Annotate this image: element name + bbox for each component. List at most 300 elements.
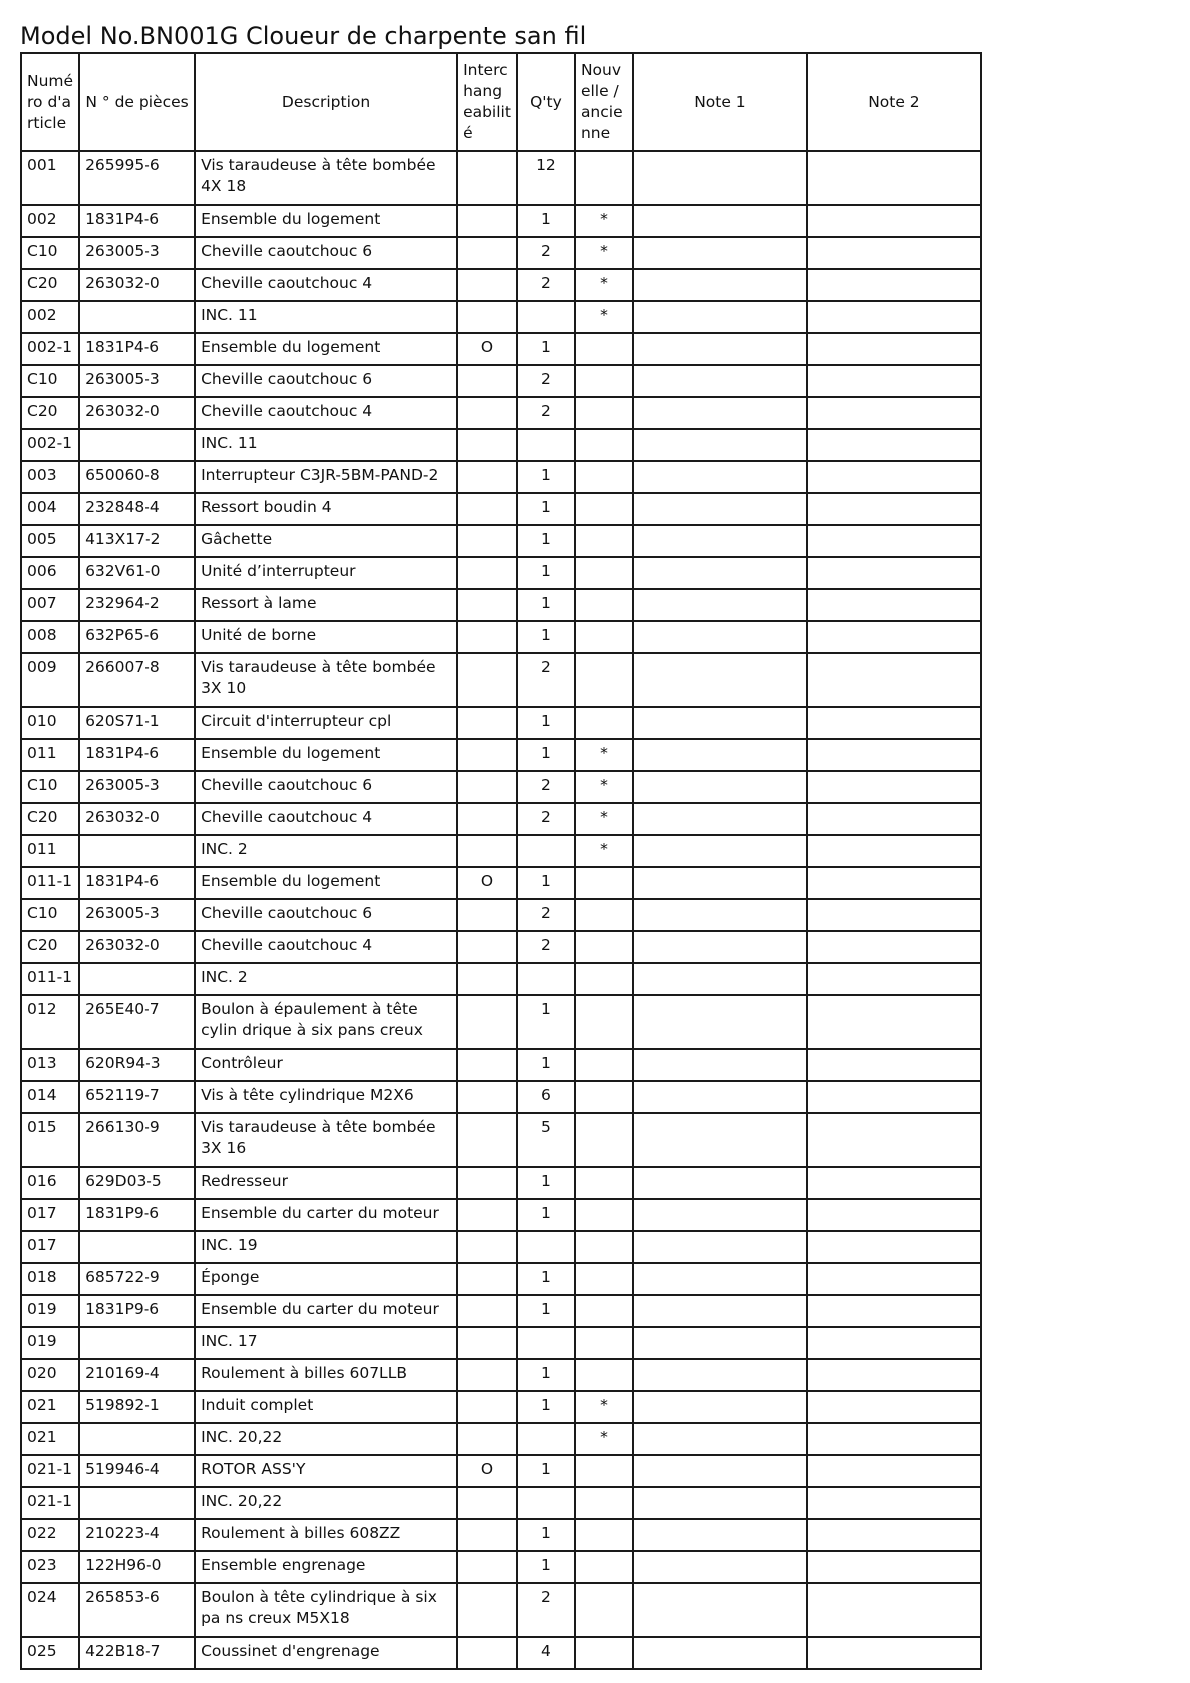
cell-quantity: 1 — [517, 557, 575, 589]
cell-note-1 — [633, 621, 807, 653]
cell-note-1 — [633, 589, 807, 621]
cell-part-number: 263005-3 — [79, 365, 195, 397]
cell-item-number: 006 — [21, 557, 79, 589]
cell-description: Vis à tête cylindrique M2X6 — [195, 1081, 457, 1113]
cell-quantity — [517, 1487, 575, 1519]
cell-interchangeability — [457, 1263, 517, 1295]
table-row — [21, 899, 981, 931]
cell-note-2 — [807, 237, 981, 269]
cell-interchangeability — [457, 1327, 517, 1359]
cell-item-number: 021 — [21, 1423, 79, 1455]
cell-item-number: 021-1 — [21, 1487, 79, 1519]
cell-description: INC. 2 — [195, 963, 457, 995]
cell-description: Ensemble du carter du moteur — [195, 1199, 457, 1231]
cell-note-1 — [633, 1391, 807, 1423]
col-header-note1: Note 1 — [633, 53, 807, 151]
cell-note-2 — [807, 1455, 981, 1487]
cell-interchangeability — [457, 1637, 517, 1669]
cell-interchangeability — [457, 493, 517, 525]
cell-part-number: 1831P9-6 — [79, 1295, 195, 1327]
cell-note-1 — [633, 333, 807, 365]
cell-note-1 — [633, 557, 807, 589]
cell-description: INC. 19 — [195, 1231, 457, 1263]
table-row — [21, 1049, 981, 1081]
cell-item-number: 014 — [21, 1081, 79, 1113]
parts-table — [20, 52, 982, 1670]
cell-item-number: 011-1 — [21, 963, 79, 995]
cell-new-old — [575, 1519, 633, 1551]
cell-part-number: 263032-0 — [79, 397, 195, 429]
cell-part-number: 685722-9 — [79, 1263, 195, 1295]
cell-note-1 — [633, 995, 807, 1049]
cell-note-1 — [633, 771, 807, 803]
cell-part-number: 519892-1 — [79, 1391, 195, 1423]
table-row — [21, 739, 981, 771]
cell-item-number: C20 — [21, 269, 79, 301]
cell-item-number: 002 — [21, 301, 79, 333]
cell-part-number: 1831P4-6 — [79, 867, 195, 899]
table-row — [21, 1113, 981, 1167]
cell-item-number: C10 — [21, 771, 79, 803]
col-header-newold: Nouv elle / ancie nne — [575, 53, 633, 151]
cell-interchangeability — [457, 1049, 517, 1081]
cell-part-number: 122H96-0 — [79, 1551, 195, 1583]
table-row — [21, 1487, 981, 1519]
cell-note-2 — [807, 461, 981, 493]
col-header-qty: Q'ty — [517, 53, 575, 151]
cell-note-2 — [807, 739, 981, 771]
cell-part-number: 620R94-3 — [79, 1049, 195, 1081]
table-row — [21, 1263, 981, 1295]
cell-description: Cheville caoutchouc 6 — [195, 365, 457, 397]
cell-quantity: 5 — [517, 1113, 575, 1167]
cell-quantity: 1 — [517, 525, 575, 557]
cell-note-1 — [633, 1487, 807, 1519]
table-row — [21, 1327, 981, 1359]
cell-interchangeability — [457, 1391, 517, 1423]
cell-part-number — [79, 1231, 195, 1263]
cell-note-1 — [633, 365, 807, 397]
cell-item-number: 017 — [21, 1199, 79, 1231]
cell-quantity: 1 — [517, 1199, 575, 1231]
cell-new-old — [575, 1583, 633, 1637]
cell-new-old — [575, 899, 633, 931]
cell-interchangeability — [457, 429, 517, 461]
table-body — [21, 151, 981, 1669]
cell-note-1 — [633, 301, 807, 333]
cell-description: Cheville caoutchouc 4 — [195, 397, 457, 429]
cell-quantity: 2 — [517, 397, 575, 429]
page-title: Model No.BN001G Cloueur de charpente san fil — [20, 22, 587, 50]
cell-interchangeability — [457, 771, 517, 803]
cell-part-number: 263005-3 — [79, 899, 195, 931]
cell-part-number — [79, 835, 195, 867]
cell-note-2 — [807, 589, 981, 621]
cell-new-old: * — [575, 1391, 633, 1423]
cell-note-1 — [633, 739, 807, 771]
cell-part-number: 263032-0 — [79, 269, 195, 301]
cell-interchangeability — [457, 899, 517, 931]
cell-item-number: 020 — [21, 1359, 79, 1391]
cell-new-old — [575, 653, 633, 707]
cell-note-1 — [633, 653, 807, 707]
cell-item-number: 011-1 — [21, 867, 79, 899]
cell-note-2 — [807, 493, 981, 525]
cell-item-number: C10 — [21, 365, 79, 397]
cell-note-2 — [807, 525, 981, 557]
cell-note-1 — [633, 1423, 807, 1455]
cell-quantity: 1 — [517, 1167, 575, 1199]
cell-new-old — [575, 557, 633, 589]
cell-note-2 — [807, 1081, 981, 1113]
cell-quantity: 1 — [517, 205, 575, 237]
cell-part-number — [79, 1327, 195, 1359]
cell-part-number — [79, 1423, 195, 1455]
cell-new-old — [575, 963, 633, 995]
cell-quantity: 4 — [517, 1637, 575, 1669]
cell-note-1 — [633, 269, 807, 301]
cell-interchangeability: O — [457, 333, 517, 365]
cell-item-number: 004 — [21, 493, 79, 525]
cell-quantity: 2 — [517, 931, 575, 963]
cell-part-number: 650060-8 — [79, 461, 195, 493]
cell-new-old — [575, 365, 633, 397]
table-row — [21, 333, 981, 365]
cell-note-2 — [807, 1423, 981, 1455]
cell-new-old — [575, 1637, 633, 1669]
cell-part-number: 210223-4 — [79, 1519, 195, 1551]
cell-quantity: 1 — [517, 333, 575, 365]
table-row — [21, 995, 981, 1049]
cell-note-2 — [807, 835, 981, 867]
cell-part-number: 263005-3 — [79, 237, 195, 269]
cell-interchangeability — [457, 301, 517, 333]
cell-interchangeability — [457, 525, 517, 557]
cell-part-number: 1831P4-6 — [79, 205, 195, 237]
cell-item-number: 007 — [21, 589, 79, 621]
cell-interchangeability — [457, 1551, 517, 1583]
cell-quantity: 1 — [517, 1359, 575, 1391]
cell-note-1 — [633, 461, 807, 493]
cell-part-number: 422B18-7 — [79, 1637, 195, 1669]
cell-interchangeability — [457, 151, 517, 205]
table-row — [21, 653, 981, 707]
cell-note-2 — [807, 1551, 981, 1583]
cell-note-1 — [633, 1049, 807, 1081]
cell-note-2 — [807, 1167, 981, 1199]
cell-quantity: 2 — [517, 1583, 575, 1637]
cell-part-number: 1831P4-6 — [79, 739, 195, 771]
cell-note-1 — [633, 835, 807, 867]
cell-note-2 — [807, 1487, 981, 1519]
cell-quantity: 2 — [517, 269, 575, 301]
cell-note-1 — [633, 1327, 807, 1359]
cell-new-old — [575, 493, 633, 525]
table-row — [21, 867, 981, 899]
table-row — [21, 707, 981, 739]
cell-new-old: * — [575, 835, 633, 867]
table-row — [21, 151, 981, 205]
cell-description: Boulon à épaulement à tête cylin drique à six pans creux — [195, 995, 457, 1049]
cell-quantity: 1 — [517, 1519, 575, 1551]
cell-description: Boulon à tête cylindrique à six pa ns creux M5X18 — [195, 1583, 457, 1637]
cell-item-number: 003 — [21, 461, 79, 493]
cell-note-1 — [633, 429, 807, 461]
table-row — [21, 525, 981, 557]
cell-part-number — [79, 963, 195, 995]
cell-note-2 — [807, 931, 981, 963]
table-row — [21, 461, 981, 493]
cell-part-number: 519946-4 — [79, 1455, 195, 1487]
cell-item-number: 024 — [21, 1583, 79, 1637]
cell-new-old — [575, 333, 633, 365]
cell-note-1 — [633, 867, 807, 899]
cell-description: Ressort boudin 4 — [195, 493, 457, 525]
table-row — [21, 365, 981, 397]
table-row — [21, 269, 981, 301]
cell-part-number: 413X17-2 — [79, 525, 195, 557]
cell-note-2 — [807, 1263, 981, 1295]
cell-item-number: C20 — [21, 803, 79, 835]
cell-note-1 — [633, 1081, 807, 1113]
cell-note-1 — [633, 1551, 807, 1583]
cell-interchangeability — [457, 1583, 517, 1637]
cell-interchangeability — [457, 707, 517, 739]
cell-part-number: 232848-4 — [79, 493, 195, 525]
cell-interchangeability — [457, 1199, 517, 1231]
cell-note-2 — [807, 557, 981, 589]
cell-note-2 — [807, 963, 981, 995]
cell-item-number: 019 — [21, 1327, 79, 1359]
cell-note-2 — [807, 707, 981, 739]
cell-new-old: * — [575, 269, 633, 301]
cell-interchangeability — [457, 653, 517, 707]
cell-quantity: 1 — [517, 739, 575, 771]
cell-description: Roulement à billes 607LLB — [195, 1359, 457, 1391]
cell-interchangeability — [457, 1167, 517, 1199]
cell-interchangeability — [457, 461, 517, 493]
cell-new-old — [575, 397, 633, 429]
cell-note-2 — [807, 1519, 981, 1551]
table-row — [21, 835, 981, 867]
table-row — [21, 803, 981, 835]
cell-item-number: 013 — [21, 1049, 79, 1081]
cell-item-number: 001 — [21, 151, 79, 205]
cell-item-number: 005 — [21, 525, 79, 557]
cell-new-old: * — [575, 803, 633, 835]
cell-quantity: 1 — [517, 621, 575, 653]
cell-note-2 — [807, 1391, 981, 1423]
cell-quantity: 1 — [517, 995, 575, 1049]
cell-part-number: 263005-3 — [79, 771, 195, 803]
cell-interchangeability — [457, 269, 517, 301]
cell-description: INC. 11 — [195, 301, 457, 333]
cell-new-old: * — [575, 771, 633, 803]
cell-part-number: 266130-9 — [79, 1113, 195, 1167]
table-row — [21, 1199, 981, 1231]
cell-interchangeability: O — [457, 1455, 517, 1487]
cell-interchangeability — [457, 589, 517, 621]
cell-item-number: 008 — [21, 621, 79, 653]
cell-quantity: 1 — [517, 1551, 575, 1583]
cell-interchangeability — [457, 1519, 517, 1551]
cell-new-old — [575, 1049, 633, 1081]
cell-item-number: 012 — [21, 995, 79, 1049]
cell-note-1 — [633, 963, 807, 995]
cell-new-old — [575, 1263, 633, 1295]
cell-note-1 — [633, 1455, 807, 1487]
cell-interchangeability — [457, 557, 517, 589]
cell-item-number: 010 — [21, 707, 79, 739]
cell-note-1 — [633, 397, 807, 429]
cell-description: Ensemble du carter du moteur — [195, 1295, 457, 1327]
table-row — [21, 237, 981, 269]
cell-note-2 — [807, 429, 981, 461]
cell-interchangeability — [457, 1423, 517, 1455]
cell-note-2 — [807, 1113, 981, 1167]
table-row — [21, 1455, 981, 1487]
cell-note-2 — [807, 803, 981, 835]
cell-item-number: 011 — [21, 835, 79, 867]
cell-part-number — [79, 429, 195, 461]
cell-description: Éponge — [195, 1263, 457, 1295]
table-row — [21, 1359, 981, 1391]
cell-description: Ensemble du logement — [195, 739, 457, 771]
cell-part-number — [79, 301, 195, 333]
cell-item-number: 021 — [21, 1391, 79, 1423]
cell-item-number: 017 — [21, 1231, 79, 1263]
cell-part-number: 632P65-6 — [79, 621, 195, 653]
table-row — [21, 963, 981, 995]
cell-note-2 — [807, 269, 981, 301]
cell-item-number: C20 — [21, 931, 79, 963]
cell-quantity: 2 — [517, 803, 575, 835]
cell-interchangeability — [457, 1295, 517, 1327]
cell-quantity: 1 — [517, 1295, 575, 1327]
cell-description: Contrôleur — [195, 1049, 457, 1081]
cell-note-1 — [633, 151, 807, 205]
cell-note-1 — [633, 707, 807, 739]
cell-interchangeability: O — [457, 867, 517, 899]
cell-note-1 — [633, 237, 807, 269]
cell-note-1 — [633, 1263, 807, 1295]
cell-note-1 — [633, 1199, 807, 1231]
cell-new-old — [575, 621, 633, 653]
cell-item-number: 021-1 — [21, 1455, 79, 1487]
cell-quantity: 1 — [517, 461, 575, 493]
cell-quantity: 1 — [517, 493, 575, 525]
cell-item-number: 002-1 — [21, 429, 79, 461]
cell-note-2 — [807, 1295, 981, 1327]
cell-interchangeability — [457, 397, 517, 429]
cell-interchangeability — [457, 803, 517, 835]
cell-note-2 — [807, 1359, 981, 1391]
cell-new-old: * — [575, 205, 633, 237]
cell-description: Cheville caoutchouc 4 — [195, 931, 457, 963]
cell-item-number: C10 — [21, 899, 79, 931]
cell-description: INC. 17 — [195, 1327, 457, 1359]
cell-quantity: 1 — [517, 1049, 575, 1081]
cell-description: Ensemble du logement — [195, 205, 457, 237]
cell-interchangeability — [457, 205, 517, 237]
cell-part-number: 263032-0 — [79, 931, 195, 963]
cell-part-number: 265995-6 — [79, 151, 195, 205]
cell-interchangeability — [457, 963, 517, 995]
cell-quantity: 1 — [517, 1455, 575, 1487]
cell-interchangeability — [457, 1487, 517, 1519]
cell-note-1 — [633, 1231, 807, 1263]
cell-item-number: 002 — [21, 205, 79, 237]
cell-part-number: 629D03-5 — [79, 1167, 195, 1199]
table-row — [21, 557, 981, 589]
cell-quantity — [517, 1327, 575, 1359]
cell-note-1 — [633, 1359, 807, 1391]
table-row — [21, 1167, 981, 1199]
cell-note-2 — [807, 771, 981, 803]
cell-note-1 — [633, 1583, 807, 1637]
cell-note-2 — [807, 397, 981, 429]
table-row — [21, 931, 981, 963]
cell-item-number: 025 — [21, 1637, 79, 1669]
cell-new-old: * — [575, 237, 633, 269]
cell-quantity — [517, 301, 575, 333]
cell-note-2 — [807, 205, 981, 237]
table-row — [21, 589, 981, 621]
cell-new-old — [575, 589, 633, 621]
table-row — [21, 1295, 981, 1327]
cell-note-2 — [807, 1637, 981, 1669]
cell-note-1 — [633, 1637, 807, 1669]
cell-note-2 — [807, 867, 981, 899]
cell-new-old — [575, 1231, 633, 1263]
cell-part-number: 632V61-0 — [79, 557, 195, 589]
cell-part-number: 263032-0 — [79, 803, 195, 835]
cell-part-number: 652119-7 — [79, 1081, 195, 1113]
table-row — [21, 429, 981, 461]
cell-note-2 — [807, 333, 981, 365]
cell-interchangeability — [457, 835, 517, 867]
cell-interchangeability — [457, 931, 517, 963]
cell-note-1 — [633, 899, 807, 931]
cell-quantity: 1 — [517, 1391, 575, 1423]
cell-new-old — [575, 1455, 633, 1487]
cell-note-2 — [807, 1327, 981, 1359]
cell-description: Unité de borne — [195, 621, 457, 653]
cell-item-number: C10 — [21, 237, 79, 269]
cell-new-old — [575, 1327, 633, 1359]
cell-description: Cheville caoutchouc 6 — [195, 771, 457, 803]
cell-item-number: 016 — [21, 1167, 79, 1199]
cell-new-old — [575, 1081, 633, 1113]
cell-part-number: 620S71-1 — [79, 707, 195, 739]
cell-part-number: 1831P9-6 — [79, 1199, 195, 1231]
cell-description: Cheville caoutchouc 4 — [195, 269, 457, 301]
cell-description: Induit complet — [195, 1391, 457, 1423]
cell-quantity — [517, 963, 575, 995]
col-header-part: N ° de pièces — [79, 53, 195, 151]
cell-description: Cheville caoutchouc 6 — [195, 237, 457, 269]
cell-interchangeability — [457, 365, 517, 397]
table-row — [21, 1423, 981, 1455]
cell-note-1 — [633, 803, 807, 835]
cell-quantity — [517, 835, 575, 867]
cell-description: INC. 20,22 — [195, 1423, 457, 1455]
cell-item-number: 019 — [21, 1295, 79, 1327]
cell-description: Ensemble engrenage — [195, 1551, 457, 1583]
table-row — [21, 1391, 981, 1423]
cell-description: Gâchette — [195, 525, 457, 557]
table-row — [21, 771, 981, 803]
